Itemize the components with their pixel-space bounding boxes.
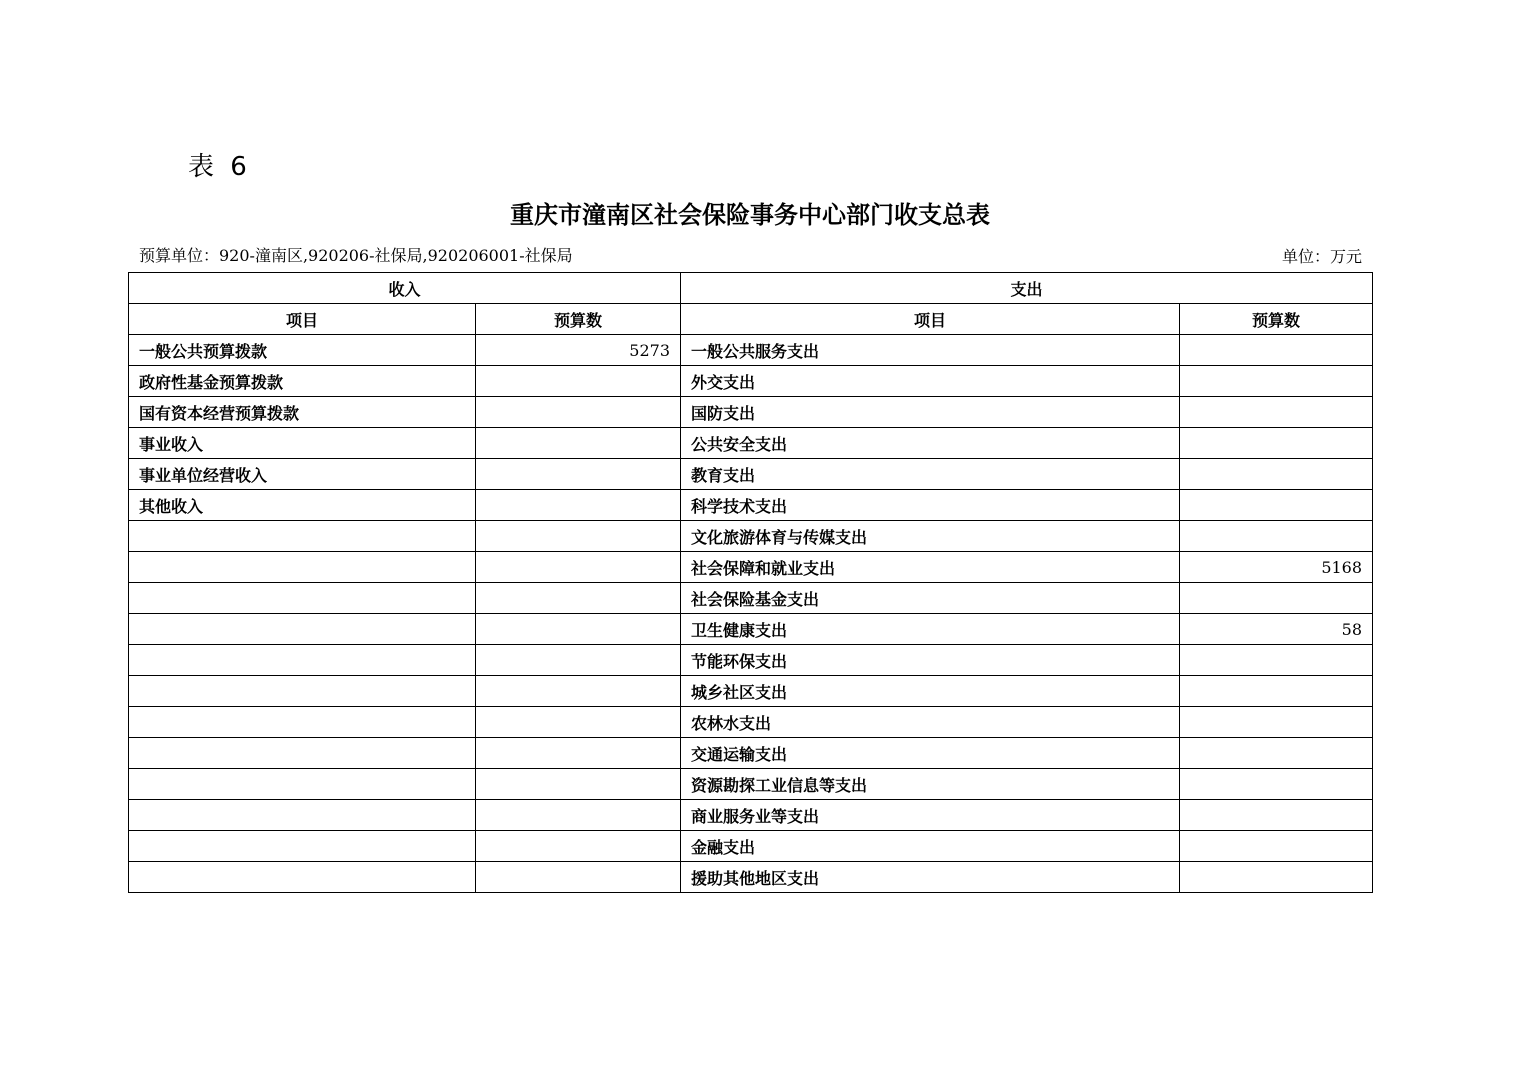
expense-amount-cell xyxy=(1180,800,1373,831)
table-row xyxy=(129,707,1373,738)
expense-item-cell: 社会保险基金支出 xyxy=(681,583,1180,614)
income-amount-cell xyxy=(476,583,681,614)
expense-item-header: 项目 xyxy=(681,304,1180,335)
expense-amount-cell xyxy=(1180,645,1373,676)
table-row xyxy=(129,428,1373,459)
income-item-cell xyxy=(129,738,476,769)
table-row xyxy=(129,490,1373,521)
expense-item-cell: 资源勘探工业信息等支出 xyxy=(681,769,1180,800)
expense-item-cell: 城乡社区支出 xyxy=(681,676,1180,707)
table-row xyxy=(129,552,1373,583)
income-amount-cell xyxy=(476,459,681,490)
expense-item-cell: 节能环保支出 xyxy=(681,645,1180,676)
income-amount-cell xyxy=(476,676,681,707)
expense-item-cell: 国防支出 xyxy=(681,397,1180,428)
expense-amount-cell: 5168 xyxy=(1180,552,1373,583)
income-amount-cell xyxy=(476,831,681,862)
income-item-cell xyxy=(129,831,476,862)
income-item-cell xyxy=(129,862,476,893)
document-title: 重庆市潼南区社会保险事务中心部门收支总表 xyxy=(510,200,990,229)
income-amount-cell xyxy=(476,397,681,428)
income-item-cell xyxy=(129,521,476,552)
expense-amount-cell xyxy=(1180,738,1373,769)
income-item-header: 项目 xyxy=(129,304,476,335)
expense-item-cell: 公共安全支出 xyxy=(681,428,1180,459)
income-item-cell: 国有资本经营预算拨款 xyxy=(129,397,476,428)
income-item-cell xyxy=(129,800,476,831)
income-amount-cell xyxy=(476,769,681,800)
table-row xyxy=(129,676,1373,707)
expense-amount-cell xyxy=(1180,862,1373,893)
income-amount-cell: 5273 xyxy=(476,335,681,366)
budget-unit-label: 预算单位：920-潼南区,920206-社保局,920206001-社保局 xyxy=(139,246,573,265)
expense-item-cell: 社会保障和就业支出 xyxy=(681,552,1180,583)
table-group-header-row xyxy=(129,273,1373,304)
income-item-cell xyxy=(129,552,476,583)
table-row xyxy=(129,583,1373,614)
income-item-cell: 一般公共预算拨款 xyxy=(129,335,476,366)
income-amount-cell xyxy=(476,707,681,738)
expense-amount-header: 预算数 xyxy=(1180,304,1373,335)
expense-amount-cell xyxy=(1180,676,1373,707)
expense-item-cell: 商业服务业等支出 xyxy=(681,800,1180,831)
table-row xyxy=(129,645,1373,676)
income-item-cell: 其他收入 xyxy=(129,490,476,521)
expense-item-cell: 教育支出 xyxy=(681,459,1180,490)
income-item-cell xyxy=(129,614,476,645)
income-item-cell xyxy=(129,707,476,738)
expense-amount-cell: 58 xyxy=(1180,614,1373,645)
income-item-cell xyxy=(129,676,476,707)
income-item-cell xyxy=(129,769,476,800)
table-row xyxy=(129,800,1373,831)
money-unit-label: 单位：万元 xyxy=(1281,247,1362,266)
income-amount-cell xyxy=(476,800,681,831)
income-amount-cell xyxy=(476,428,681,459)
expense-amount-cell xyxy=(1180,707,1373,738)
income-amount-cell xyxy=(476,614,681,645)
table-row xyxy=(129,831,1373,862)
expense-amount-cell xyxy=(1180,583,1373,614)
income-item-cell: 政府性基金预算拨款 xyxy=(129,366,476,397)
income-item-cell: 事业收入 xyxy=(129,428,476,459)
expense-group-header: 支出 xyxy=(681,273,1373,304)
income-amount-cell xyxy=(476,645,681,676)
expense-amount-cell xyxy=(1180,428,1373,459)
expense-amount-cell xyxy=(1180,831,1373,862)
income-amount-cell xyxy=(476,490,681,521)
expense-item-cell: 科学技术支出 xyxy=(681,490,1180,521)
table-row xyxy=(129,459,1373,490)
income-amount-cell xyxy=(476,552,681,583)
expense-amount-cell xyxy=(1180,459,1373,490)
income-item-cell: 事业单位经营收入 xyxy=(129,459,476,490)
table-row xyxy=(129,862,1373,893)
table-row xyxy=(129,397,1373,428)
expense-amount-cell xyxy=(1180,769,1373,800)
expense-item-cell: 一般公共服务支出 xyxy=(681,335,1180,366)
table-row xyxy=(129,614,1373,645)
income-item-cell xyxy=(129,645,476,676)
expense-item-cell: 金融支出 xyxy=(681,831,1180,862)
expense-amount-cell xyxy=(1180,335,1373,366)
expense-amount-cell xyxy=(1180,490,1373,521)
table-number: 表 6 xyxy=(188,152,251,182)
expense-item-cell: 交通运输支出 xyxy=(681,738,1180,769)
income-expense-table xyxy=(128,272,1373,893)
expense-item-cell: 外交支出 xyxy=(681,366,1180,397)
income-item-cell xyxy=(129,583,476,614)
expense-amount-cell xyxy=(1180,521,1373,552)
table-row xyxy=(129,738,1373,769)
expense-amount-cell xyxy=(1180,366,1373,397)
income-group-header: 收入 xyxy=(129,273,681,304)
expense-item-cell: 文化旅游体育与传媒支出 xyxy=(681,521,1180,552)
table-row xyxy=(129,521,1373,552)
income-amount-header: 预算数 xyxy=(476,304,681,335)
table-row xyxy=(129,769,1373,800)
income-amount-cell xyxy=(476,521,681,552)
expense-item-cell: 卫生健康支出 xyxy=(681,614,1180,645)
expense-item-cell: 援助其他地区支出 xyxy=(681,862,1180,893)
income-amount-cell xyxy=(476,366,681,397)
income-amount-cell xyxy=(476,862,681,893)
expense-amount-cell xyxy=(1180,397,1373,428)
table-row xyxy=(129,366,1373,397)
expense-item-cell: 农林水支出 xyxy=(681,707,1180,738)
table-row xyxy=(129,335,1373,366)
table-column-header-row xyxy=(129,304,1373,335)
income-amount-cell xyxy=(476,738,681,769)
